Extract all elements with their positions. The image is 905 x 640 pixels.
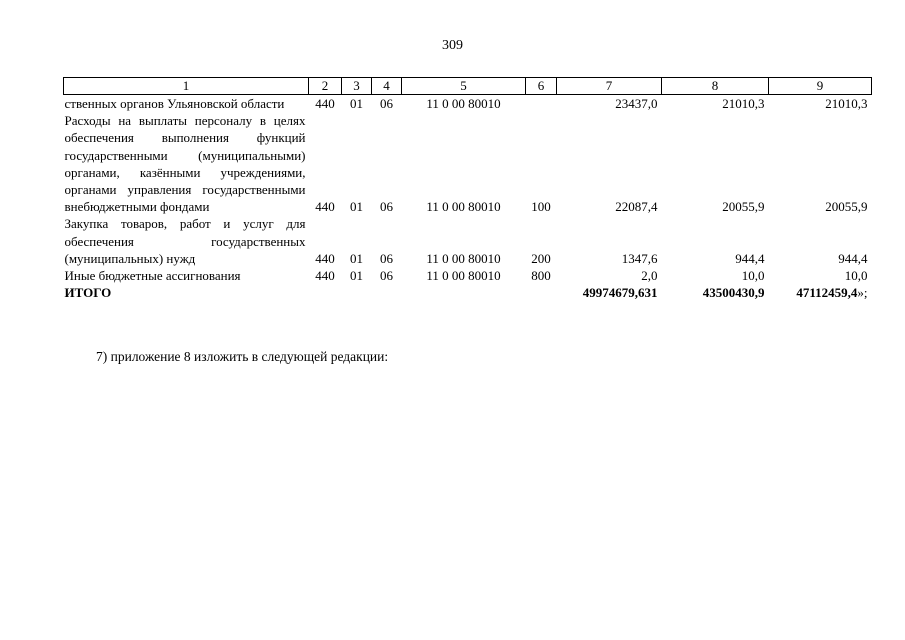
row-code-5: 11 0 00 80010 xyxy=(426,268,501,284)
row-code-5: 11 0 00 80010 xyxy=(426,199,501,215)
row-code-2: 440 xyxy=(315,250,335,266)
row-value-8: 20055,9 xyxy=(722,199,765,215)
row-code-6: 800 xyxy=(531,268,551,284)
total-value-9-cell xyxy=(769,284,872,301)
header-cell-4: 4 xyxy=(372,78,402,95)
row-code-5: 11 0 00 80010 xyxy=(426,96,501,111)
total-label: ИТОГО xyxy=(64,285,112,301)
row-value-7: 2,0 xyxy=(641,268,658,284)
row-code-2: 440 xyxy=(315,199,335,215)
row-code-6: 100 xyxy=(531,199,551,215)
row-code-4: 06 xyxy=(380,250,393,266)
table-row xyxy=(64,95,872,113)
row-description: ственных органов Ульяновской области xyxy=(64,96,285,111)
table-row xyxy=(64,267,872,284)
table-row xyxy=(64,112,872,215)
table-header-row xyxy=(64,78,872,95)
row-code-6: 200 xyxy=(531,250,551,266)
row-value-7: 22087,4 xyxy=(615,199,658,215)
row-code-2: 440 xyxy=(315,96,335,111)
row-value-8: 10,0 xyxy=(741,268,765,284)
table-row xyxy=(64,215,872,267)
header-cell-9: 9 xyxy=(769,78,872,95)
amendment-note: 7) приложение 8 изложить в следующей редакции: xyxy=(96,349,389,364)
row-description: Иные бюджетные ассигнования xyxy=(64,268,241,284)
row-value-9: 21010,3 xyxy=(825,96,868,111)
row-code-3: 01 xyxy=(350,199,363,215)
row-value-7: 1347,6 xyxy=(621,250,658,266)
header-cell-1: 1 xyxy=(64,78,309,95)
row-code-3: 01 xyxy=(350,268,363,284)
row-code-2: 440 xyxy=(315,268,335,284)
row-code-4: 06 xyxy=(380,268,393,284)
row-description: Закупка товаров, работ и услуг для обеспечения государственных (муниципальных) нужд xyxy=(64,216,306,266)
row-value-7: 23437,0 xyxy=(615,96,658,111)
row-value-8: 944,4 xyxy=(735,250,765,266)
header-cell-2: 2 xyxy=(309,78,342,95)
header-cell-3: 3 xyxy=(342,78,372,95)
total-value-8: 43500430,9 xyxy=(702,285,765,301)
header-cell-6: 6 xyxy=(526,78,557,95)
row-value-9: 10,0 xyxy=(844,268,868,284)
budget-table xyxy=(63,77,872,301)
row-code-5: 11 0 00 80010 xyxy=(426,250,501,266)
header-cell-5: 5 xyxy=(402,78,526,95)
total-value-7: 49974679,631 xyxy=(582,285,658,301)
total-value-9: 47112459,4 xyxy=(796,285,858,301)
closing-quote: »; xyxy=(857,285,868,301)
page-number: 309 xyxy=(442,38,463,53)
row-value-9: 20055,9 xyxy=(825,199,868,215)
row-description: Расходы на выплаты персоналу в целях обеспечения выполнения функций государственными (муниципальными) органами, казёнными учреждениями, органами управления государственными внебюджетными фондами xyxy=(64,113,306,215)
row-value-9: 944,4 xyxy=(838,250,868,266)
row-code-4: 06 xyxy=(380,199,393,215)
total-row xyxy=(64,284,872,301)
row-code-4: 06 xyxy=(380,96,393,111)
row-value-8: 21010,3 xyxy=(722,96,765,111)
header-cell-7: 7 xyxy=(557,78,662,95)
row-code-6 xyxy=(526,95,557,113)
row-code-3: 01 xyxy=(350,250,363,266)
header-cell-8: 8 xyxy=(662,78,769,95)
row-code-3: 01 xyxy=(350,96,363,111)
